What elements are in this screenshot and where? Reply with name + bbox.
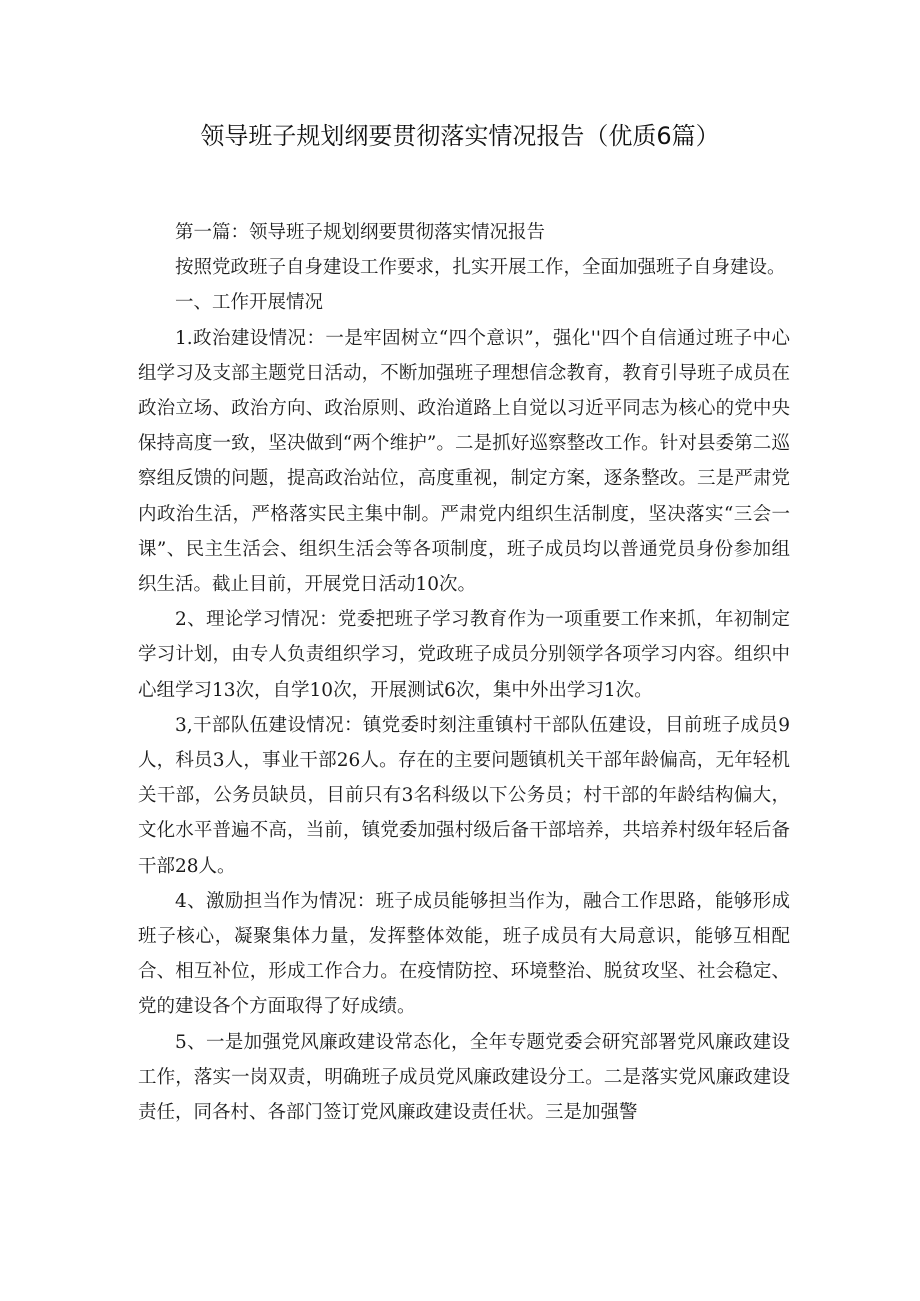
paragraph-political-building: 1.政治建设情况：一是牢固树立“四个意识”，强化''四个自信通过班子中心组学习及支部主题党日活动，不断加强班子理想信念教育，教育引导班子成员在政治立场、政治方向、政治原则、政治道路上自觉以习近平同志为核心的党中央保持高度一致，坚决做到“两个维护”。二是抓好巡察整改工作。针对县委第二巡察组反馈的问题，提高政治站位，高度重视，制定方案，逐条整改。三是严肃党内政治生活，严格落实民主集中制。严肃党内组织生活制度，坚决落实“三会一课”、民主生活会、组织生活会等各项制度，班子成员均以普通党员身份参加组织生活。截止目前，开展党日活动10次。 xyxy=(138,327,790,596)
paragraph-integrity-building: 5、一是加强党风廉政建设常态化，全年专题党委会研究部署党风廉政建设工作，落实一岗双责，明确班子成员党风廉政建设分工。二是落实党风廉政建设责任，同各村、各部门签订党风廉政建设责任状。三是加强警 xyxy=(138,1031,790,1124)
document-body xyxy=(138,215,790,1130)
paragraph-cadre-building: 3,干部队伍建设情况：镇党委时刻注重镇村干部队伍建设，目前班子成员9人，科员3人，事业干部26人。存在的主要问题镇机关干部年龄偏高，无年轻机关干部，公务员缺员，目前只有3名科级以下公务员；村干部的年龄结构偏大，文化水平普遍不高，当前，镇党委加强村级后备干部培养，共培养村级年轻后备干部28人。 xyxy=(138,714,790,877)
intro-paragraph: 按照党政班子自身建设工作要求，扎实开展工作，全面加强班子自身建设。 xyxy=(175,257,786,279)
paragraph-theory-study: 2、理论学习情况：党委把班子学习教育作为一项重要工作来抓，年初制定学习计划，由专人负责组织学习，党政班子成员分别领学各项学习内容。组织中心组学习13次，自学10次，开展测试6次，集中外出学习1次。 xyxy=(138,609,790,701)
section-heading-first-report: 第一篇：领导班子规划纲要贯彻落实情况报告 xyxy=(175,222,546,243)
paragraph-incentive: 4、激励担当作为情况：班子成员能够担当作为，融合工作思路，能够形成班子核心，凝聚集体力量，发挥整体效能，班子成员有大局意识，能够互相配合、相互补位，形成工作合力。在疫情防控、环境整治、脱贫攻坚、社会稳定、党的建设各个方面取得了好成绩。 xyxy=(138,890,790,1018)
document-title: 领导班子规划纲要贯彻落实情况报告（优质6篇） xyxy=(200,122,720,150)
section-heading-work-status: 一、工作开展情况 xyxy=(175,292,324,314)
